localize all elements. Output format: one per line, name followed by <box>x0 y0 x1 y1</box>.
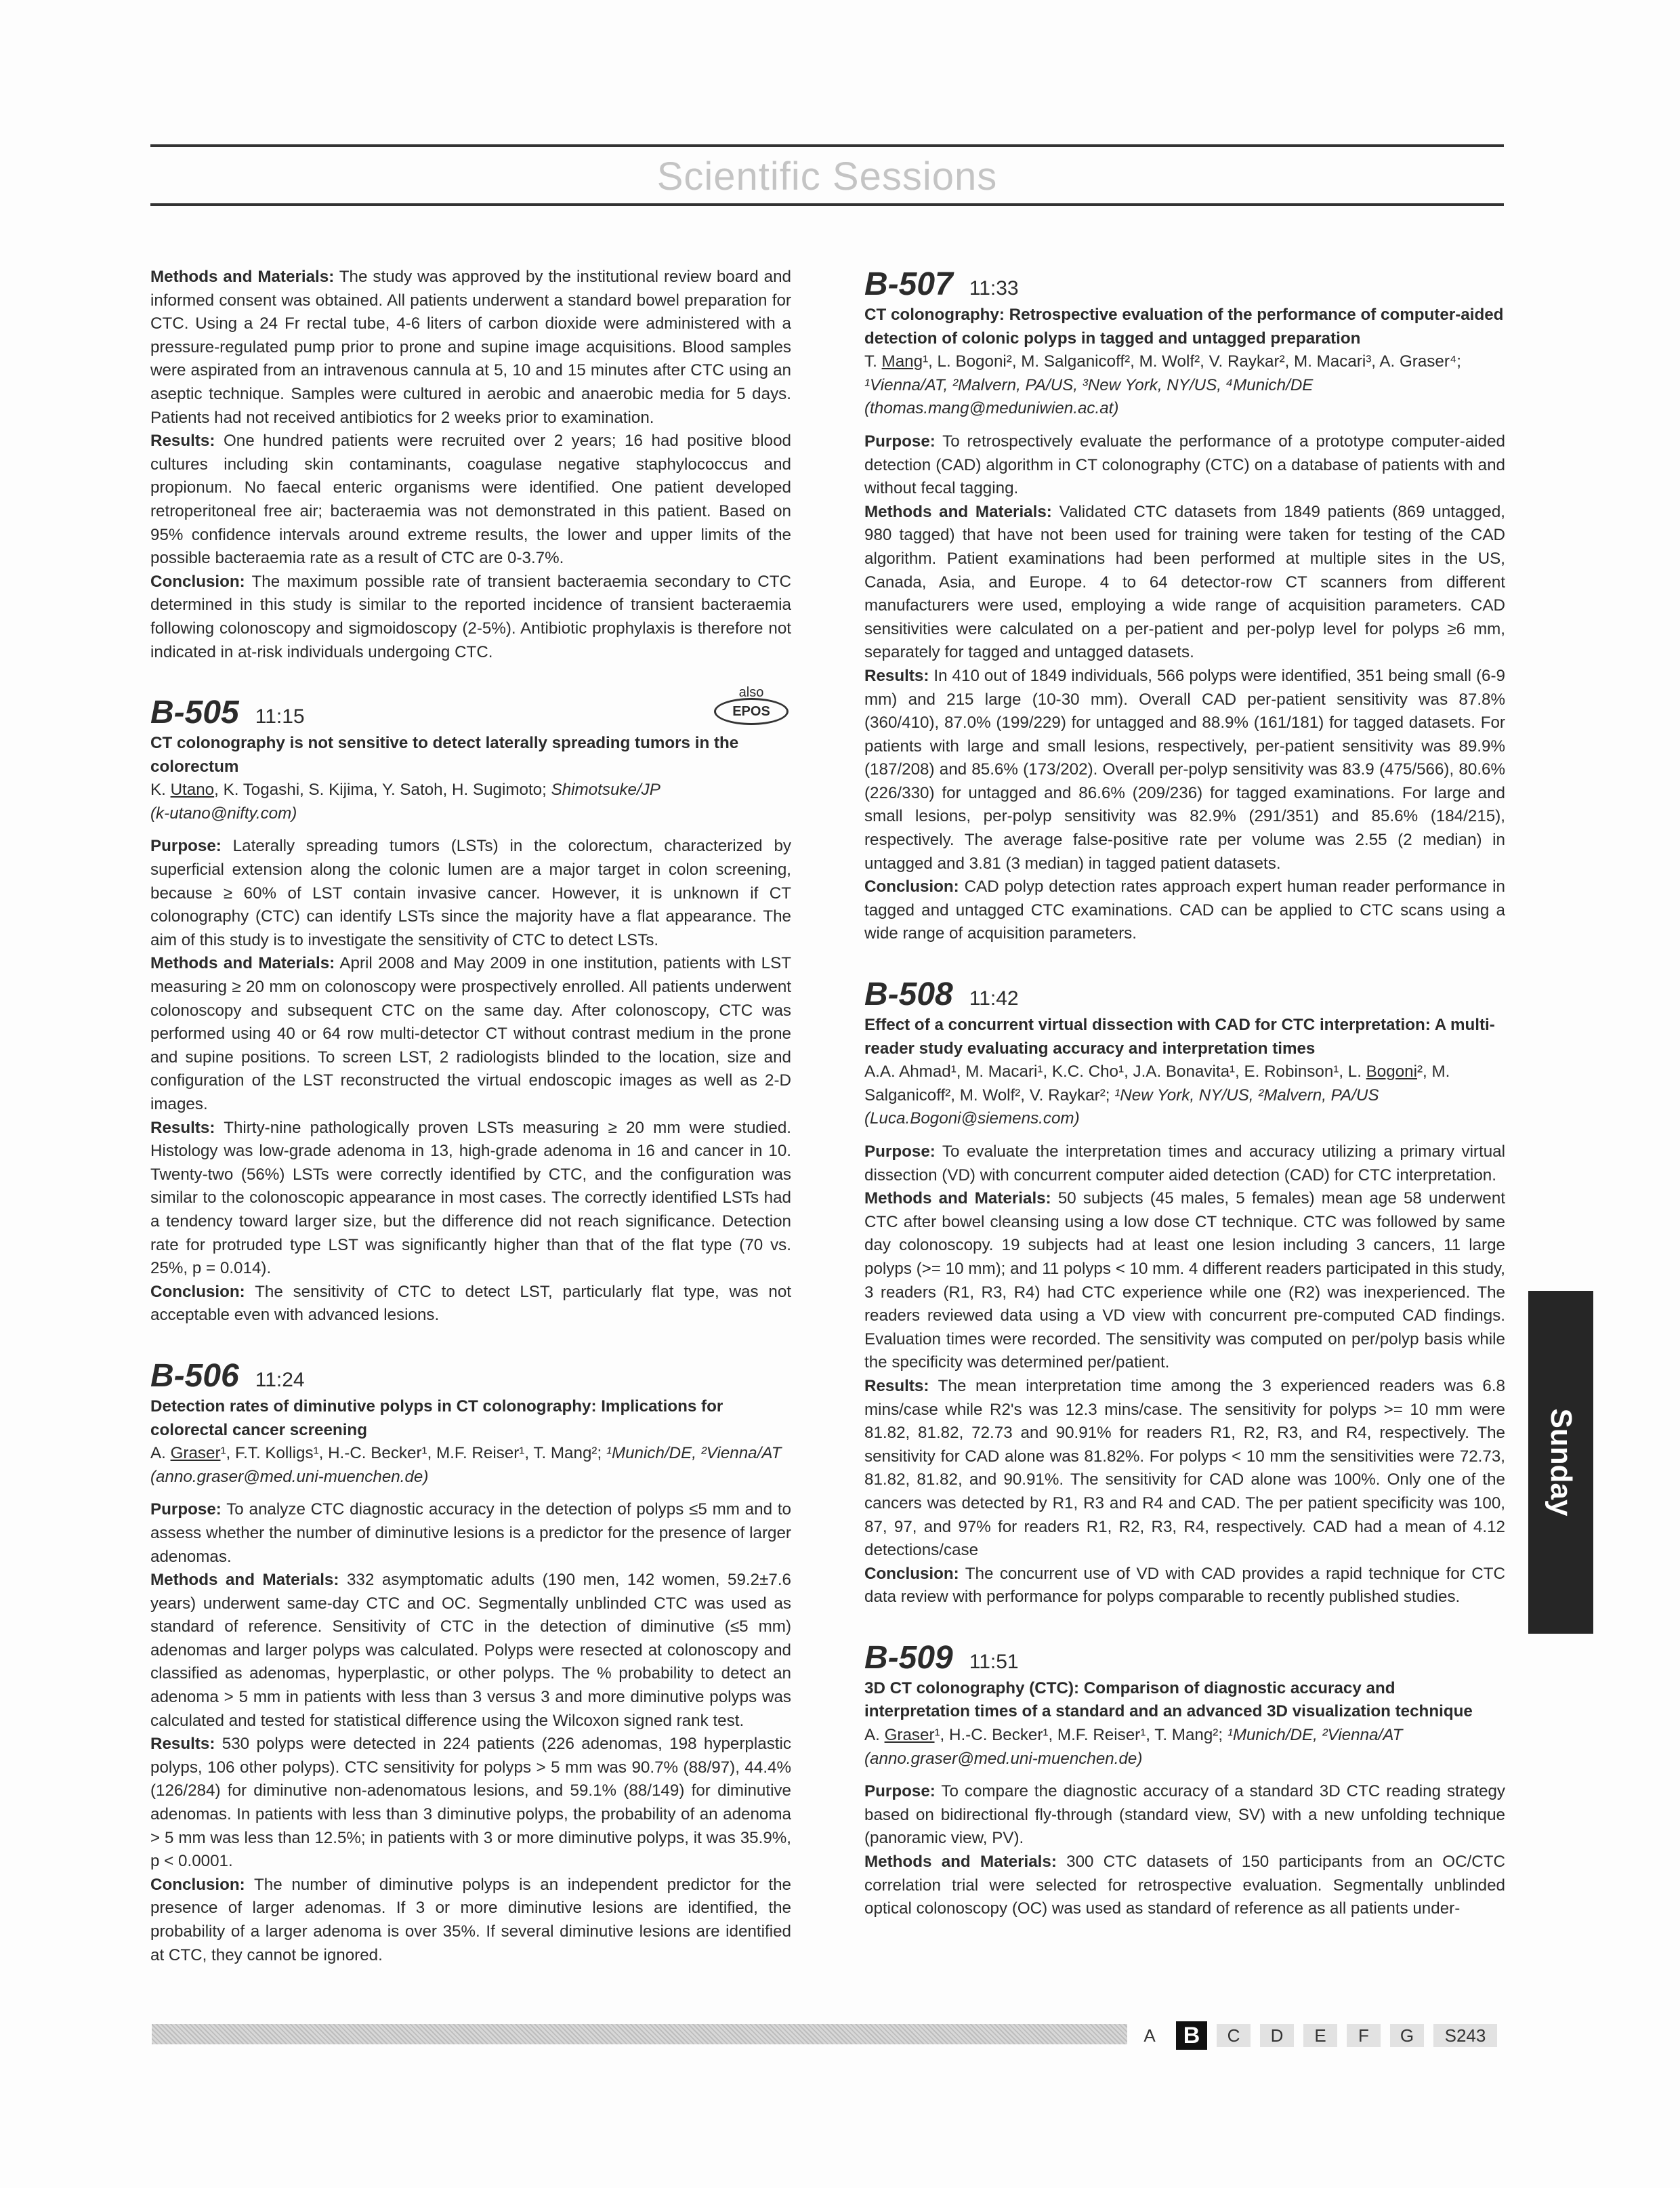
header-top-rule <box>150 144 1504 147</box>
author-email: (k-utano@nifty.com) <box>150 804 297 823</box>
abstract-b507 <box>864 266 1505 946</box>
section-letter-g: G <box>1390 2024 1424 2047</box>
footer-hatched-bar <box>152 2024 1127 2044</box>
paragraph-methods: Methods and Materials: The study was approved by the institutional review board and informed consent was obtained. All patients underwent a standard bowel preparation for CTC. Using a 24 Fr rectal tube, 4-6 liters of carbon dioxide were administered with a pressure-regulated pump prior to prone and supine image acquisitions. Blood samples were aspirated from an intravenous cannula at 5, 10 and 15 minutes after CTC using an aseptic technique. Samples were cultured in aerobic and anaerobic media for 5 days. Patients had not received antibiotics for 2 weeks prior to examination. <box>150 268 791 427</box>
section-letter-f: F <box>1347 2024 1381 2047</box>
paragraph-results: Results: Thirty-nine pathologically proven LSTs measuring ≥ 20 mm were studied. Histology was low-grade adenoma in 13, high-grade adenoma in 16 and cancer in 10. Twenty-two (56%) LSTs were correctly identified by CTC, and the configuration was similar to the colonoscopic appearance in most cases. The correctly identified LSTs had a tendency toward larger size, but the difference did not reach significance. Detection rate for protruded type LST was significantly higher than that of the flat type (70 vs. 25%, p = 0.014). <box>150 1118 791 1278</box>
abstract-code: B-507 <box>864 266 953 302</box>
paragraph-methods: Methods and Materials: April 2008 and May 2009 in one institution, patients with LST measuring ≥ 20 mm on colonoscopy were prospectively enrolled. All patients underwent colonoscopy and subsequent CTC on the same day. After colonoscopy, CTC was performed using 40 or 64 row multi-detector CT without contrast medium in the prone and supine positions. To screen LST, 2 radiologists blinded to the location, size and configuration of the LST reconstructed the virtual endoscopic images as well as 2-D images. <box>150 954 792 1113</box>
abstract-title: 3D CT colonography (CTC): Comparison of diagnostic accuracy and interpretation times of a standard and an advanced 3D visualization technique <box>864 1678 1473 1721</box>
abstract-authors: T. Mang¹, L. Bogoni², M. Salganicoff², M. Wolf², V. Raykar², M. Macari³, A. Graser⁴; ¹Vienna/AT, ²Malvern, PA/US, ³New York, NY/US, ⁴Munich/DE (thomas.mang@meduniwien.ac.at) <box>864 352 1461 418</box>
paragraph-purpose: Purpose: Laterally spreading tumors (LSTs) in the colorectum, characterized by superficial extension along the colonic lumen are a major target in colon screening, because ≥ 60% of LST contain invasive cancer. However, it is unknown if CT colonography (CTC) can identify LSTs since the majority have a flat appearance. The aim of this study is to investigate the sensitivity of CTC to detect LSTs. <box>150 837 791 949</box>
abstract-code: B-506 <box>150 1357 239 1394</box>
abstract-code: B-505 <box>150 695 239 731</box>
paragraph-conclusion: Conclusion: The number of diminutive polyps is an independent predictor for the presence of larger adenomas. If 3 or more diminutive lesions are identified, the probability of a larger adenoma is over 35%. If several diminutive lesions are identified at CTC, they cannot be ignored. <box>150 1875 791 1964</box>
right-column <box>864 266 1505 1921</box>
author-email: (anno.graser@med.uni-muenchen.de) <box>150 1467 429 1486</box>
header-bottom-rule <box>150 203 1504 206</box>
section-letter-a: A <box>1143 2025 1156 2046</box>
abstract-time: 11:33 <box>969 277 1019 300</box>
abstract-time: 11:15 <box>255 705 305 728</box>
abstract-code: B-509 <box>864 1639 953 1676</box>
author-email: (thomas.mang@meduniwien.ac.at) <box>864 399 1119 418</box>
paragraph-methods: Methods and Materials: 50 subjects (45 males, 5 females) mean age 58 underwent CTC after bowel cleansing using a low dose CT technique. CTC was followed by same day colonoscopy. 19 subjects had at least one lesion including 3 cancers, 11 large polyps (>= 10 mm); and 11 polyps < 10 mm. 4 different readers participated in this study, 3 readers (R1, R3, R4) had CTC experience while one (R2) was inexperienced. The readers reviewed data using a VD view with concurrent pre-computed CAD findings. Evaluation times were recorded. The sensitivity was computed on per/polyp basis while the specificity was determined per/patient. <box>864 1189 1505 1372</box>
abstract-header <box>150 1357 791 1395</box>
abstract-header <box>864 1639 1505 1677</box>
epos-badge-label: EPOS <box>714 698 789 725</box>
abstract-authors: A. Graser¹, F.T. Kolligs¹, H.-C. Becker¹, M.F. Reiser¹, T. Mang²; ¹Munich/DE, ²Vienna/AT (anno.graser@med.uni-muenchen.de) <box>150 1444 782 1486</box>
section-letter-b-active: B <box>1176 2021 1207 2050</box>
abstract-authors: A. Graser¹, H.-C. Becker¹, M.F. Reiser¹, T. Mang²; ¹Munich/DE, ²Vienna/AT (anno.graser@med.uni-muenchen.de) <box>864 1726 1403 1768</box>
paragraph-methods: Methods and Materials: Validated CTC datasets from 1849 patients (869 untagged, 980 tagged) that have not been used for training were taken for testing of the CAD algorithm. Patient examinations had been performed at multiple sites in the US, Canada, Asia, and Europe. 4 to 64 detector-row CT scanners from different manufacturers were used, employing a wide range of acquisition parameters. CAD sensitivities were calculated on a per-patient and per-polyp level for polyps ≥6 mm, separately for tagged and untagged datasets. <box>864 502 1505 662</box>
abstract-time: 11:24 <box>255 1368 305 1391</box>
abstract-authors: A.A. Ahmad¹, M. Macari¹, K.C. Cho¹, J.A. Bonavita¹, E. Robinson¹, L. Bogoni², M. Salganicoff², M. Wolf², V. Raykar²; ¹New York, NY/US, ²Malvern, PA/US (Luca.Bogoni@siemens.com) <box>864 1062 1450 1128</box>
epos-badge <box>711 686 791 724</box>
abstract-b506 <box>150 1357 791 1967</box>
abstract-header <box>864 266 1505 304</box>
author-email: (Luca.Bogoni@siemens.com) <box>864 1109 1080 1128</box>
paragraph-purpose: Purpose: To analyze CTC diagnostic accuracy in the detection of polyps ≤5 mm and to assess whether the number of diminutive lesions is a predictor for the presence of larger adenomas. <box>150 1500 791 1566</box>
paragraph-results: Results: The mean interpretation time among the 3 experienced readers was 6.8 mins/case while R2's was 12.3 mins/case. The sensitivity for polyps >= 10 mm were 81.82, 81.82, 72.73 and 90.91% for readers R1, R2, R3, and R4, respectively. The sensitivity for CAD alone was 81.82%. For polyps < 10 mm the sensitivities were 72.73, 81.82, 81.82, and 90.91%. The sensitivity for CAD alone was 100%. Only one of the cancers was detected by R1, R3 and R4 and CAD. The per patient specificity was 100, 87, 97, and 97% for readers R1, R2, R3, R4, respectively. CAD had a mean of 4.12 detections/case <box>864 1376 1505 1560</box>
paragraph-methods: Methods and Materials: 300 CTC datasets of 150 participants from an OC/CTC correlation trial were selected for retrospective evaluation. Segmentally unblinded optical colonoscopy (OC) was used as standard of reference as all patients under- <box>864 1853 1505 1918</box>
abstract-b508 <box>864 976 1505 1609</box>
abstract-time: 11:51 <box>969 1650 1019 1673</box>
abstract-title: Detection rates of diminutive polyps in CT colonography: Implications for colorectal cancer screening <box>150 1397 723 1439</box>
abstract-continuation <box>150 266 791 664</box>
paragraph-purpose: Purpose: To compare the diagnostic accuracy of a standard 3D CTC reading strategy based on bidirectional fly-through (standard view, SV) with a new unfolding technique (panoramic view, PV). <box>864 1782 1505 1848</box>
abstract-header <box>864 976 1505 1014</box>
abstract-code: B-508 <box>864 976 953 1013</box>
paragraph-conclusion: Conclusion: CAD polyp detection rates approach expert human reader performance in tagged and untagged CTC examinations. CAD can be applied to CTC scans using a wide range of acquisition parameters. <box>864 878 1505 943</box>
day-side-tab <box>1528 1291 1593 1634</box>
abstract-title: CT colonography is not sensitive to detect laterally spreading tumors in the colorectum <box>150 734 739 776</box>
section-letter-c: C <box>1217 2024 1251 2047</box>
abstract-authors: K. Utano, K. Togashi, S. Kijima, Y. Satoh, H. Sugimoto; Shimotsuke/JP (k-utano@nifty.com) <box>150 781 660 823</box>
epos-badge-also: also <box>738 685 764 701</box>
paragraph-purpose: Purpose: To evaluate the interpretation times and accuracy utilizing a primary virtual dissection (VD) with concurrent computer aided detection (CAD) for CTC interpretation. <box>864 1142 1505 1184</box>
abstract-b505 <box>150 685 792 1327</box>
paragraph-conclusion: Conclusion: The sensitivity of CTC to detect LST, particularly flat type, was not acceptable even with advanced lesions. <box>150 1282 791 1325</box>
paragraph-conclusion: Conclusion: The maximum possible rate of transient bacteraemia secondary to CTC determined in this study is similar to the reported incidence of transient bacteraemia following colonoscopy and sigmoidoscopy (2-5%). Antibiotic prophylaxis is therefore not indicated in at-risk individuals undergoing CTC. <box>150 572 791 661</box>
page-header-title: Scientific Sessions <box>656 154 998 199</box>
paragraph-purpose: Purpose: To retrospectively evaluate the performance of a prototype computer-aided detection (CAD) algorithm in CT colonography (CTC) on a database of patients with and without fecal tagging. <box>864 432 1505 498</box>
left-column <box>150 266 791 1967</box>
author-email: (anno.graser@med.uni-muenchen.de) <box>864 1749 1143 1768</box>
section-letter-e: E <box>1303 2024 1337 2047</box>
day-side-tab-label: Sunday <box>1545 1408 1578 1516</box>
abstract-header <box>150 694 791 732</box>
abstract-b509 <box>864 1639 1505 1921</box>
paragraph-methods: Methods and Materials: 332 asymptomatic adults (190 men, 142 women, 59.2±7.6 years) underwent same-day CTC and OC. Segmentally unblinded CTC was used as standard of reference. Sensitivity of CTC in the detection of diminutive (≤5 mm) adenomas and larger polyps was calculated. Polyps were resected at colonoscopy and classified as adenomas, hyperplastic, or other polyps. The % probability to detect an adenoma > 5 mm in patients with less than 3 versus 3 and more diminutive polyps was calculated and tested for statistical difference using the Wilcoxon signed rank test. <box>150 1571 791 1730</box>
paragraph-results: Results: One hundred patients were recruited over 2 years; 16 had positive blood cultures including skin contaminants, coagulase negative staphylococcus and propionum. No faecal enteric organisms were identified. One patient developed retroperitoneal free air; bacteraemia was not demonstrated in this patient. Based on 95% confidence intervals around extreme results, the lower and upper limits of the possible bacteraemia rate as a result of CTC are 0-3.7%. <box>150 432 791 568</box>
paragraph-results: Results: In 410 out of 1849 individuals, 566 polyps were identified, 351 being small (6-9 mm) and 215 large (10-30 mm). Overall CAD per-patient sensitivity was 87.8% (360/410), 87.0% (199/229) for untagged and 88.9% (161/181) for tagged datasets. For patients with large and small lesions, respectively, per-patient sensitivity was 89.9% (187/208) and 85.6% (173/202). Overall per-polyp sensitivity was 83.9 (475/566), 80.6% (226/330) for untagged and 86.6% (209/236) for tagged examinations. For large and small lesions, per-polyp sensitivity was 82.9% (291/351) and 85.6% (184/215), respectively. The average false-positive rate per volume was 2.55 (2 median) in untagged and 3.81 (3 median) in tagged patient datasets. <box>864 666 1505 873</box>
abstract-title: Effect of a concurrent virtual dissection with CAD for CTC interpretation: A multi-reader study evaluating accuracy and interpretation times <box>864 1016 1495 1058</box>
paragraph-conclusion: Conclusion: The concurrent use of VD with CAD provides a rapid technique for CTC data review with performance for polyps comparable to recently published studies. <box>864 1564 1505 1607</box>
section-letter-index <box>1133 2021 1497 2050</box>
section-letter-d: D <box>1260 2024 1294 2047</box>
page-number: S243 <box>1433 2024 1497 2047</box>
paragraph-results: Results: 530 polyps were detected in 224 patients (226 adenomas, 198 hyperplastic polyps, 106 other polyps). CTC sensitivity for polyps > 5 mm was 90.7% (88/97), 44.4% (126/284) for diminutive non-adenomatous lesions, and 59.1% (88/149) for diminutive adenomas. In patients with less than 3 diminutive polyps, the probability of an adenoma > 5 mm was less than 12.5%; in patients with 3 or more diminutive polyps, it was 35.9%, p < 0.0001. <box>150 1735 791 1871</box>
abstract-title: CT colonography: Retrospective evaluation of the performance of computer-aided detection of colonic polyps in tagged and untagged preparation <box>864 306 1504 348</box>
abstract-time: 11:42 <box>969 987 1019 1010</box>
